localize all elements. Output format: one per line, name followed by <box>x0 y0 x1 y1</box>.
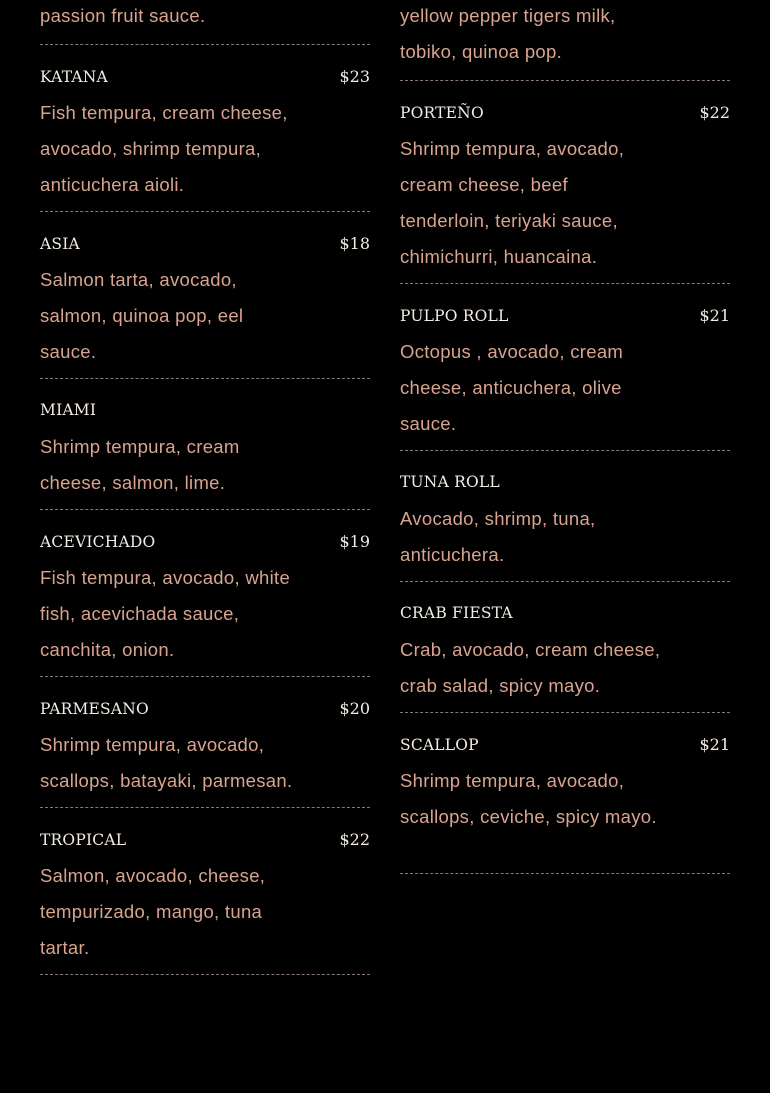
menu-item-description: Crab, avocado, cream cheese, crab salad, spicy mayo. <box>400 639 661 696</box>
menu-item-description: Fish tempura, avocado, white fish, acevichada sauce, canchita, onion. <box>40 567 291 660</box>
menu-item-name: MIAMI <box>40 401 97 419</box>
menu-item-price: $21 <box>699 735 730 754</box>
menu-item-name: PULPO ROLL <box>400 307 509 325</box>
menu-item-name: ACEVICHADO <box>40 533 156 551</box>
divider <box>400 873 730 874</box>
menu-item-price: $22 <box>699 103 730 122</box>
menu-item-price: $21 <box>699 306 730 325</box>
menu-item-price: $18 <box>339 234 370 253</box>
menu-item-miami <box>40 379 370 509</box>
menu-item-description: Salmon, avocado, cheese, tempurizado, mango, tuna tartar. <box>40 865 266 958</box>
menu-item-description: Shrimp tempura, avocado, scallops, batayaki, parmesan. <box>40 734 293 791</box>
menu-item-name: TUNA ROLL <box>400 473 500 491</box>
menu-item-description: Shrimp tempura, cream cheese, salmon, lime. <box>40 436 240 493</box>
right-menu-column <box>400 0 730 874</box>
menu-item-katana <box>40 45 370 211</box>
menu-item-crab-fiesta <box>400 582 730 712</box>
menu-item-price: $22 <box>339 830 370 849</box>
menu-item-tuna-roll <box>400 451 730 581</box>
left-menu-column <box>40 0 370 975</box>
menu-item-name: PORTEÑO <box>400 104 484 122</box>
menu-item-name: SCALLOP <box>400 736 479 754</box>
menu-item-price: $23 <box>339 67 370 86</box>
menu-item-description: Octopus , avocado, cream cheese, anticuchera, olive sauce. <box>400 341 624 434</box>
menu-item-name: PARMESANO <box>40 700 149 718</box>
menu-item-description: Salmon tarta, avocado, salmon, quinoa pop, eel sauce. <box>40 269 244 362</box>
menu-item-description: yellow pepper tigers milk, tobiko, quinoa pop. <box>400 5 616 62</box>
menu-item-name: ASIA <box>40 235 80 253</box>
menu-item-scallop <box>400 713 730 873</box>
menu-item-acevichado <box>40 510 370 676</box>
menu-item-porteno <box>400 81 730 283</box>
menu-item-pulpo-roll <box>400 284 730 450</box>
menu-item-name: CRAB FIESTA <box>400 604 513 622</box>
menu-item-description: passion fruit sauce. <box>40 5 206 26</box>
menu-item-parmesano <box>40 677 370 807</box>
menu-item-name: TROPICAL <box>40 831 127 849</box>
menu-item-name: KATANA <box>40 68 108 86</box>
menu-item-description: Avocado, shrimp, tuna, anticuchera. <box>400 508 596 565</box>
menu-item-description: Shrimp tempura, avocado, cream cheese, beef tenderloin, teriyaki sauce, chimichurri, huancaina. <box>400 138 625 267</box>
menu-item-price: $20 <box>339 699 370 718</box>
menu-item-price: $19 <box>339 532 370 551</box>
menu-item-description: Shrimp tempura, avocado, scallops, ceviche, spicy mayo. <box>400 770 657 827</box>
menu-item-asia <box>40 212 370 378</box>
menu-item-tropical <box>40 808 370 974</box>
divider <box>40 974 370 975</box>
menu-item-description: Fish tempura, cream cheese, avocado, shrimp tempura, anticuchera aioli. <box>40 102 288 195</box>
